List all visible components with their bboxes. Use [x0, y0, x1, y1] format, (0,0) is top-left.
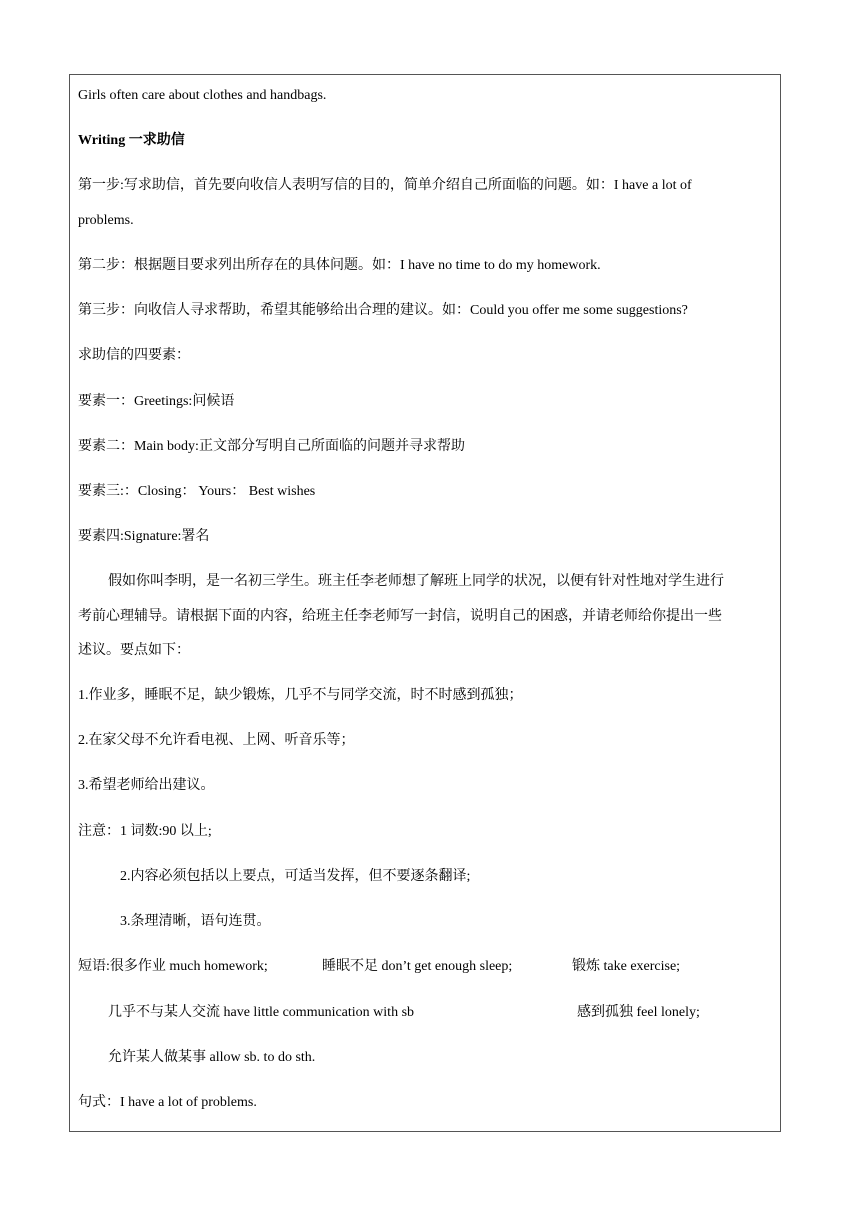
point3-line: 3.希望老师给出建议。	[78, 778, 215, 793]
elements-title: 求助信的四要素：	[78, 348, 190, 363]
intro-line: Girls often care about clothes and handbags.	[78, 88, 327, 103]
phrase-homework: 短语:很多作业 much homework;	[78, 959, 268, 974]
element3-line: 要素三:：Closing： Yours： Best wishes	[78, 484, 316, 499]
phrase-lonely: 感到孤独 feel lonely;	[577, 1005, 700, 1020]
writing-heading: Writing 一求助信	[78, 133, 185, 148]
phrase-communication: 几乎不与某人交流 have little communication with sb	[108, 1005, 415, 1020]
step1-line-b: problems.	[78, 213, 134, 228]
note3-line: 3.条理清晰，语句连贯。	[120, 914, 271, 929]
point1-line: 1.作业多，睡眠不足，缺少锻炼，几乎不与同学交流，时不时感到孤独；	[78, 688, 523, 703]
step3-line: 第三步：向收信人寻求帮助，希望其能够给出合理的建议。如：Could you offer me some suggestions?	[78, 303, 688, 318]
element2-line: 要素二：Main body:正文部分写明自己所面临的问题并寻求帮助	[78, 439, 465, 454]
task-line-b: 考前心理辅导。请根据下面的内容，给班主任李老师写一封信，说明自己的困惑，并请老师给你提出一些	[78, 609, 722, 624]
step2-line: 第二步：根据题目要求列出所存在的具体问题。如：I have no time to do my homework.	[78, 258, 601, 273]
task-line-a: 假如你叫李明，是一名初三学生。班主任李老师想了解班上同学的状况，以便有针对性地对学生进行	[108, 574, 724, 589]
point2-line: 2.在家父母不允许看电视、上网、听音乐等；	[78, 733, 355, 748]
element4-line: 要素四:Signature:署名	[78, 529, 210, 544]
phrase-sleep: 睡眠不足 don’t get enough sleep;	[322, 959, 513, 974]
element1-line: 要素一：Greetings:问候语	[78, 394, 235, 409]
phrase-exercise: 锻炼 take exercise;	[572, 959, 681, 974]
sentence-pattern-line: 句式：I have a lot of problems.	[78, 1095, 257, 1110]
note2-line: 2.内容必须包括以上要点，可适当发挥，但不要逐条翻译;	[120, 869, 471, 884]
step1-line-a: 第一步:写求助信，首先要向收信人表明写信的目的，简单介绍自己所面临的问题。如：I have a lot of	[78, 178, 692, 193]
task-line-c: 述议。要点如下：	[78, 643, 190, 658]
note1-line: 注意：1 词数:90 以上;	[78, 824, 212, 839]
phrase-allow: 允许某人做某事 allow sb. to do sth.	[108, 1050, 316, 1065]
